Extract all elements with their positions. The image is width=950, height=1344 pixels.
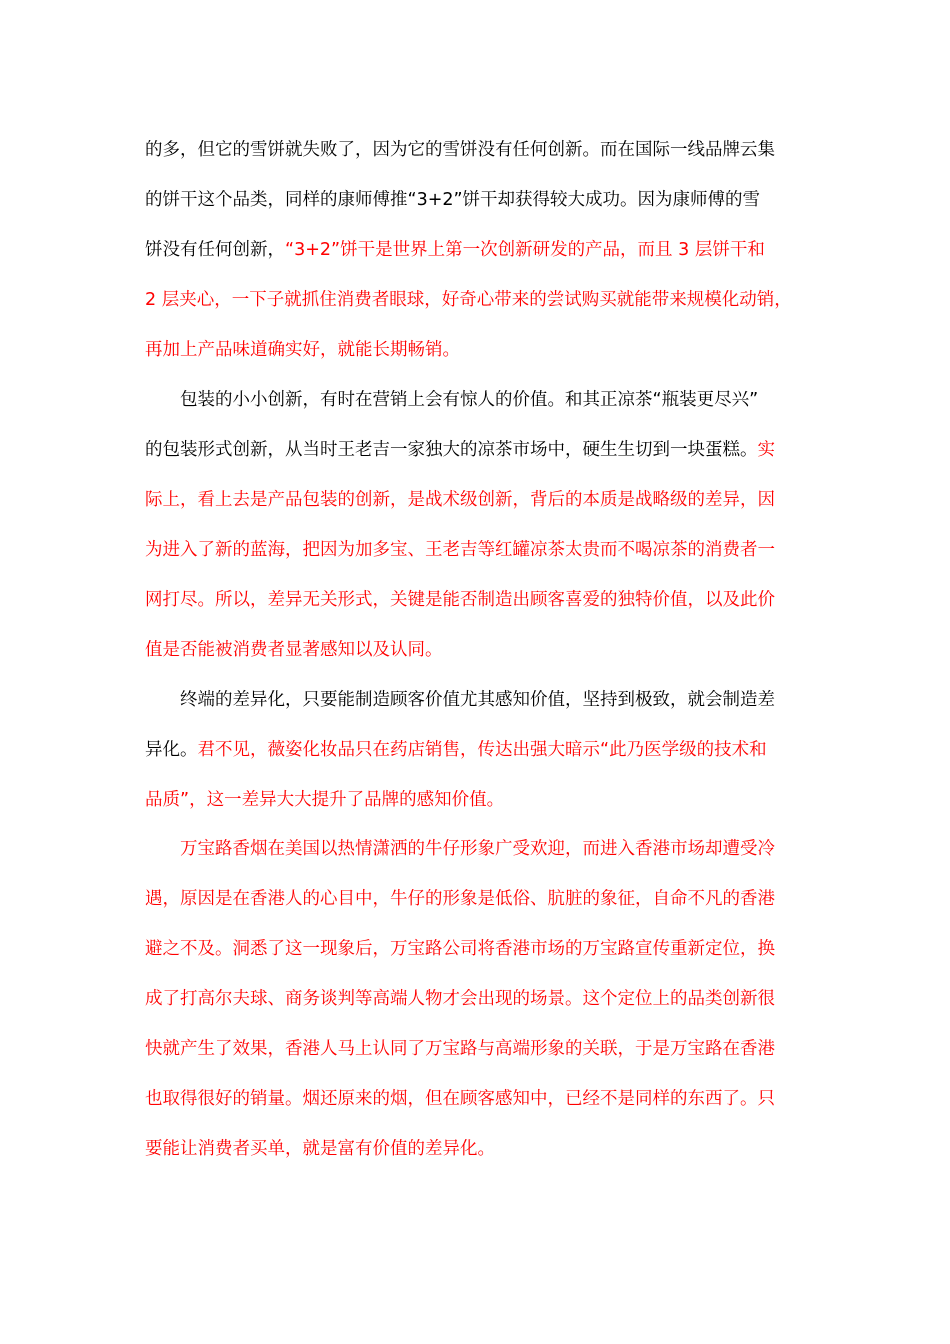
text-line bbox=[145, 285, 815, 315]
text-line bbox=[145, 235, 815, 265]
highlighted-text: 际上，看上去是产品包装的创新，是战术级创新，背后的本质是战略级的差异，因 bbox=[145, 490, 775, 510]
highlighted-text: 值是否能被消费者显著感知以及认同。 bbox=[145, 640, 443, 660]
body-text-segment: 饼没有任何创新， bbox=[145, 240, 285, 260]
text-line bbox=[145, 185, 815, 215]
text-line bbox=[145, 635, 815, 665]
text-line bbox=[145, 485, 815, 515]
text-line bbox=[145, 135, 815, 165]
highlighted-text: 也取得很好的销量。烟还原来的烟，但在顾客感知中，已经不是同样的东西了。只 bbox=[145, 1089, 775, 1109]
highlighted-text: 再加上产品味道确实好，就能长期畅销。 bbox=[145, 340, 460, 360]
text-line bbox=[145, 735, 815, 765]
highlighted-text: 成了打高尔夫球、商务谈判等高端人物才会出现的场景。这个定位上的品类创新很 bbox=[145, 989, 775, 1009]
body-text-segment: 的包装形式创新，从当时王老吉一家独大的凉茶市场中，硬生生切到一块蛋糕。 bbox=[145, 440, 758, 460]
text-line bbox=[145, 984, 815, 1014]
highlighted-text: 万宝路香烟在美国以热情潇洒的牛仔形象广受欢迎，而进入香港市场却遭受冷 bbox=[145, 839, 775, 859]
text-line bbox=[145, 834, 815, 864]
body-text-segment: 的多，但它的雪饼就失败了，因为它的雪饼没有任何创新。而在国际一线品牌云集 bbox=[145, 140, 775, 160]
text-line bbox=[145, 785, 815, 815]
body-text-segment: 异化。 bbox=[145, 740, 198, 760]
text-line bbox=[145, 1034, 815, 1064]
highlighted-text: 遇，原因是在香港人的心目中，牛仔的形象是低俗、肮脏的象征，自命不凡的香港 bbox=[145, 889, 775, 909]
body-text-segment: 终端的差异化，只要能制造顾客价值尤其感知价值，坚持到极致，就会制造差 bbox=[145, 690, 775, 710]
text-line bbox=[145, 385, 815, 415]
text-line bbox=[145, 685, 815, 715]
highlighted-text: 为进入了新的蓝海，把因为加多宝、王老吉等红罐凉茶太贵而不喝凉茶的消费者一 bbox=[145, 540, 775, 560]
text-line bbox=[145, 1084, 815, 1114]
text-line bbox=[145, 335, 815, 365]
highlighted-text: 要能让消费者买单，就是富有价值的差异化。 bbox=[145, 1139, 495, 1159]
body-text-segment: 包装的小小创新，有时在营销上会有惊人的价值。和其正凉茶“瓶装更尽兴” bbox=[145, 390, 759, 410]
highlighted-text: 网打尽。所以，差异无关形式，关键是能否制造出顾客喜爱的独特价值，以及此价 bbox=[145, 590, 775, 610]
highlighted-text: “3+2”饼干是世界上第一次创新研发的产品，而且 3 层饼干和 bbox=[285, 240, 765, 260]
highlighted-text: 君不见，薇姿化妆品只在药店销售，传达出强大暗示“此乃医学级的技术和 bbox=[197, 740, 767, 760]
highlighted-text: 实 bbox=[757, 440, 775, 460]
text-line bbox=[145, 884, 815, 914]
highlighted-text: 品质”，这一差异大大提升了品牌的感知价值。 bbox=[145, 790, 505, 810]
text-line bbox=[145, 585, 815, 615]
text-line bbox=[145, 535, 815, 565]
text-line bbox=[145, 934, 815, 964]
body-text-segment: 的饼干这个品类，同样的康师傅推“3+2”饼干却获得较大成功。因为康师傅的雪 bbox=[145, 190, 761, 210]
text-line bbox=[145, 435, 815, 465]
highlighted-text: 快就产生了效果，香港人马上认同了万宝路与高端形象的关联，于是万宝路在香港 bbox=[145, 1039, 775, 1059]
highlighted-text: 避之不及。洞悉了这一现象后，万宝路公司将香港市场的万宝路宣传重新定位，换 bbox=[145, 939, 775, 959]
highlighted-text: 2 层夹心，一下子就抓住消费者眼球，好奇心带来的尝试购买就能带来规模化动销， bbox=[145, 290, 792, 310]
text-line bbox=[145, 1134, 815, 1164]
